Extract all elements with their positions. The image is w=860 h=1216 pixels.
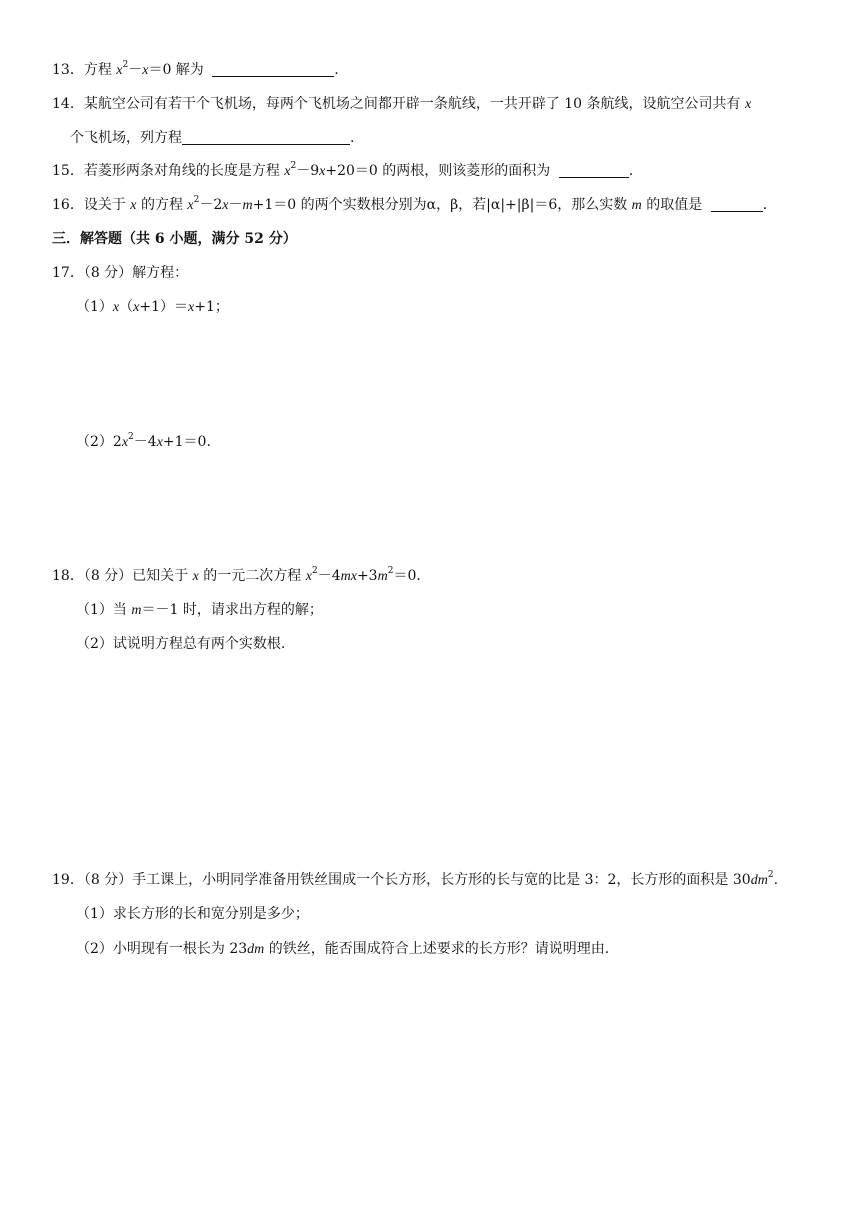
question-15: 15．若菱形两条对角线的长度是方程 $x^2-9x+20=0$ 的两根，则该菱形的面积为 . [52,161,634,179]
answer-blank[interactable] [711,197,763,212]
answer-blank[interactable] [182,130,350,145]
question-14-line2: 个飞机场，列方程 . [70,130,355,146]
question-17-part-2: $(2)2x^2-4x+1=0$. [76,432,211,450]
question-16: 16．设关于 x 的方程 $x^2-2x-m+1=0$ 的两个实数根分别为α，β，若|α|+|β|＝6，那么实数 m 的取值是 . [52,195,768,213]
section-heading: 三．解答题（共 6 小题，满分 52 分） [52,231,297,247]
question-17-part-1: （1）x（x+1）＝x+1； [76,299,229,315]
question-18-part-2: （2）试说明方程总有两个实数根. [76,636,286,652]
question-18-part-1: （1）当 m＝－1 时，请求出方程的解； [76,602,323,618]
question-17: 17．（8 分）解方程： [52,265,189,281]
question-19: 19．（8 分）手工课上，小明同学准备用铁丝围成一个长方形，长方形的长与宽的比是 3：2，长方形的面积是 $30dm^2$. [52,870,779,888]
answer-blank[interactable] [212,62,334,77]
question-19-part-1: （1）求长方形的长和宽分别是多少； [76,906,309,922]
question-19-part-2: （2）小明现有一根长为 23dm 的铁丝，能否围成符合上述要求的长方形？请说明理由. [76,941,610,957]
question-18: 18．（8 分）已知关于 x 的一元二次方程 $x^2-4mx+3m^2=0$. [52,566,421,584]
question-13: 13．方程 $x^2-x=0$ 解为 . [52,60,339,78]
answer-blank[interactable] [559,163,629,178]
question-14: 14．某航空公司有若干个飞机场，每两个飞机场之间都开辟一条航线，一共开辟了 10 条航线，设航空公司共有 x [52,96,752,112]
